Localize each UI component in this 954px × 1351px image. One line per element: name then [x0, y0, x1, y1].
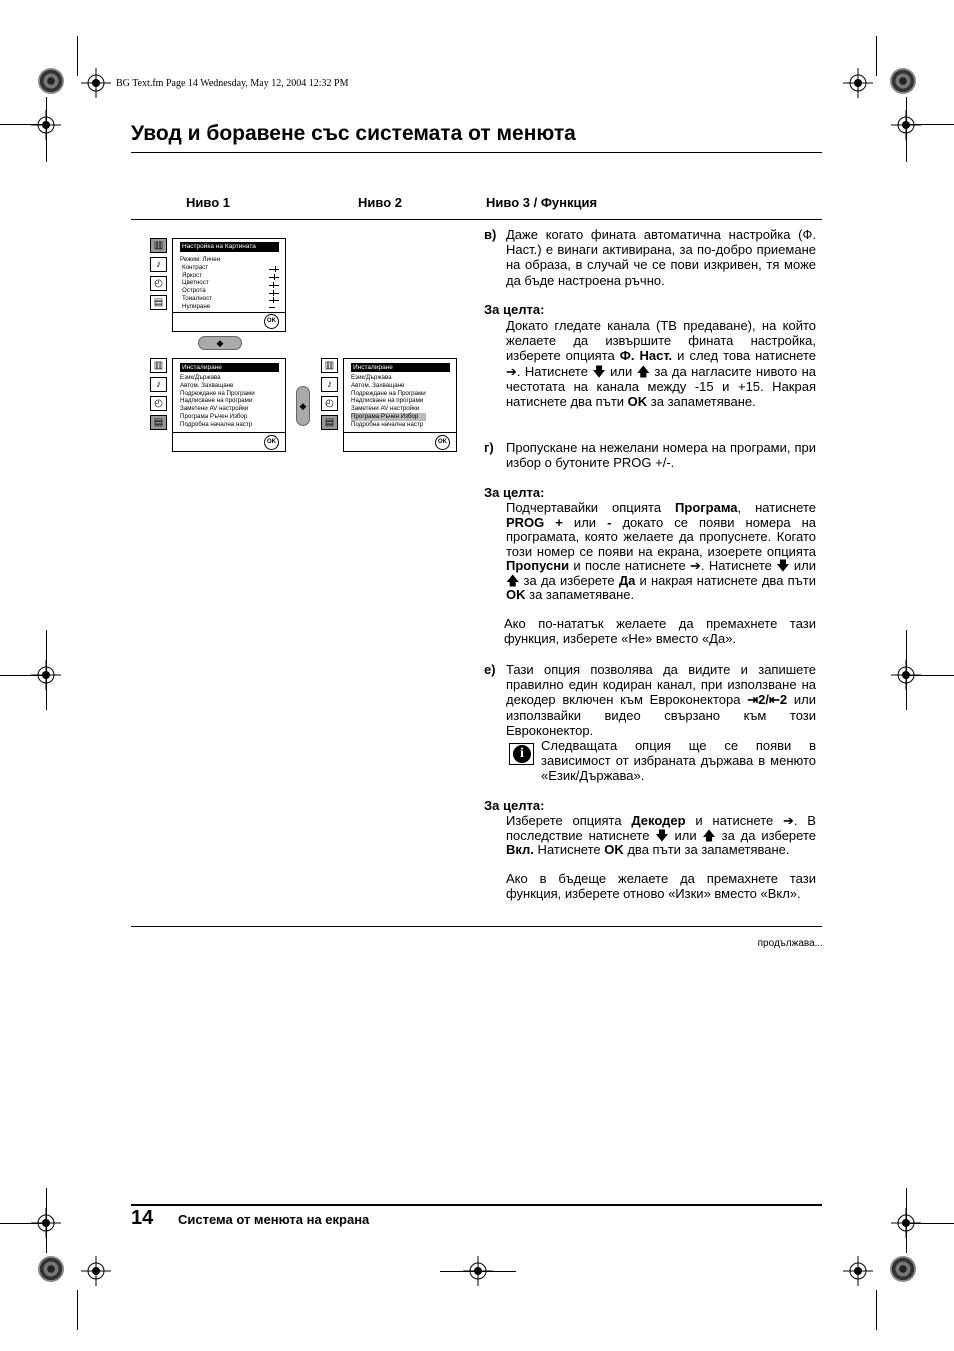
section-end-rule [131, 926, 822, 927]
menu-item: Цветност [182, 279, 209, 287]
sound-icon: ♪ [321, 377, 338, 392]
registration-crosshair [891, 110, 921, 140]
purpose-label: За целта: [484, 485, 545, 500]
section-text: Пропускане на нежелани номера на програми, при избор о бутоните PROG +/-. [506, 440, 816, 471]
registration-crosshair [843, 1256, 873, 1286]
slider [269, 300, 279, 301]
registration-target [890, 68, 916, 94]
menu-icon-column [150, 358, 168, 434]
ok-icon: OK [264, 314, 279, 329]
sound-icon: ♪ [150, 257, 167, 272]
crop-mark [440, 1271, 516, 1272]
picture-icon: ▥ [150, 238, 167, 253]
setup-icon: ▤ [150, 295, 167, 310]
menu-item: Автом. Захващане [351, 381, 405, 389]
menu-item: Език/Държава [351, 374, 392, 381]
install-screen-level1 [172, 358, 286, 452]
screen-title: Инсталиране [351, 363, 450, 372]
menu-item: Режим: Личен [180, 256, 221, 263]
section-text: Даже когато фината автоматична настройка (Ф. Наст.) е винаги активирана, за по-добро приемане на образа, в случай че се пови изкривен, тя може да бъде настроена ръчно. [506, 227, 816, 288]
purpose-text: Изберете опцията Декодер и натиснете ➔. В последствие натиснете 🡇 или 🡅 за да изберете Вкл. Натиснете OK два пъти за запаметяване. [506, 813, 816, 858]
ok-icon: OK [264, 435, 279, 450]
menu-item: Надписване на програми [351, 397, 424, 405]
purpose-text: Подчертавайки опцията Програма, натиснете PROG + или - докато се появи номера на програмата, която желаете да пропуснете. Когато този номер се появи на екрана, изоерете опцията Пропусни и после натиснете ➔. Натиснете 🡇 или 🡅 за да изберете Да и накрая натиснете два пъти OK за запаметяване. [506, 500, 816, 602]
column-head-rule [131, 219, 822, 220]
menu-icon-column [150, 238, 168, 314]
menu-item: Заметени AV настройки [351, 405, 420, 413]
timer-icon: ◴ [150, 396, 167, 411]
menu-item: Нулиране [182, 302, 211, 310]
crop-mark [876, 36, 877, 76]
info-icon: i [509, 743, 534, 765]
menu-item: Яркост [182, 271, 203, 279]
slider [269, 269, 279, 270]
crop-mark [77, 1290, 78, 1330]
slider [269, 285, 279, 286]
section-marker: г) [484, 440, 494, 455]
menu-icon-column [321, 358, 339, 434]
purpose-label: За целта: [484, 798, 545, 813]
title-rule [131, 152, 822, 153]
menu-list [180, 374, 255, 429]
section-text: Тази опция позволява да видите и запишете правилно един кодиран канал, при използване на декодер включен към Евроконектора ⇥2/⇤2 или използвайки видео свързано към този Евроконектор. [506, 662, 816, 738]
ok-icon: OK [435, 435, 450, 450]
footer-title: Система от менюта на екрана [178, 1212, 370, 1227]
menu-item: Програма Ръчен Избор [180, 412, 248, 420]
section-marker: в) [484, 227, 497, 242]
registration-crosshair [843, 68, 873, 98]
footer-rule [131, 1204, 822, 1206]
column-head-level1: Ниво 1 [186, 195, 230, 210]
picture-icon: ▥ [150, 358, 167, 373]
setup-icon: ▤ [150, 415, 167, 430]
crop-mark [77, 36, 78, 76]
registration-crosshair [31, 110, 61, 140]
column-head-level2: Ниво 2 [358, 195, 402, 210]
picture-icon: ▥ [321, 358, 338, 373]
arrow-right-icon: ◆ [296, 386, 310, 426]
purpose-label: За целта: [484, 302, 545, 317]
section-marker: е) [484, 662, 496, 677]
picture-settings-screen [172, 238, 286, 332]
menu-item: Подреждане на Програми [351, 389, 426, 397]
menu-item: Острота [182, 287, 206, 295]
registration-target [890, 1256, 916, 1282]
timer-icon: ◴ [150, 276, 167, 291]
menu-item: Подреждане на Програми [180, 389, 255, 397]
menu-item: Заметени AV настройки [180, 405, 249, 413]
menu-item-highlighted: Програма Ръчен Избор [351, 413, 426, 421]
purpose-text: Докато гледате канала (ТВ предаване), на който желаете да извършите фината настройка, изберете опцията Ф. Наст. и след това натиснете ➔. Натиснете 🡇 или 🡅 за да нагласите нивото на честотата на канала между -15 и +15. Накрая натиснете два пъти OK за запаметяване. [506, 318, 816, 410]
column-head-level3: Ниво 3 / Функция [486, 195, 598, 210]
install-screen-level2 [343, 358, 457, 452]
crop-mark [910, 1223, 954, 1224]
print-header: BG Text.fm Page 14 Wednesday, May 12, 2004 12:32 PM [116, 78, 349, 89]
note-text: Следващата опция ще се появи в зависимост от избраната държава в менюто «Език/Държава». [541, 738, 816, 784]
arrow-down-icon: ◆ [198, 336, 242, 350]
menu-item: Контраст [182, 263, 209, 271]
registration-crosshair [81, 68, 111, 98]
slider [269, 307, 275, 308]
crop-mark [876, 1290, 877, 1330]
timer-icon: ◴ [321, 396, 338, 411]
crop-mark [0, 1223, 44, 1224]
menu-item: Подробна начална настр [351, 420, 424, 428]
menu-item: Подробна начална настр [180, 420, 253, 428]
menu-item: Надписване на програми [180, 397, 253, 405]
menu-list [180, 256, 220, 311]
registration-target [38, 68, 64, 94]
sound-icon: ♪ [150, 377, 167, 392]
crop-mark [0, 675, 44, 676]
slider [269, 293, 279, 294]
extra-text: Ако по-нататък желаете да премахнете тази функция, изберете «Не» вместо «Да». [504, 616, 816, 647]
crop-mark [910, 675, 954, 676]
page-number: 14 [131, 1207, 154, 1229]
slider [269, 277, 279, 278]
menu-item: Автом. Захващане [180, 381, 234, 389]
setup-icon: ▤ [321, 415, 338, 430]
screen-title: Инсталиране [180, 363, 279, 372]
menu-item: Тоналност [182, 294, 212, 302]
page-title: Увод и боравене със системата от менюта [131, 122, 576, 145]
registration-target [38, 1256, 64, 1282]
screen-title: Настройка на Картината [180, 242, 279, 252]
menu-item: Език/Държава [180, 374, 221, 381]
extra-text: Ако в бъдеще желаете да премахнете тази функция, изберете отново «Изки» вместо «Вкл». [506, 871, 816, 901]
menu-list [351, 374, 426, 429]
euroconnector-icon: ⇥2/⇤2 [747, 692, 788, 708]
registration-crosshair [81, 1256, 111, 1286]
continued-note: продължава... [757, 938, 823, 949]
